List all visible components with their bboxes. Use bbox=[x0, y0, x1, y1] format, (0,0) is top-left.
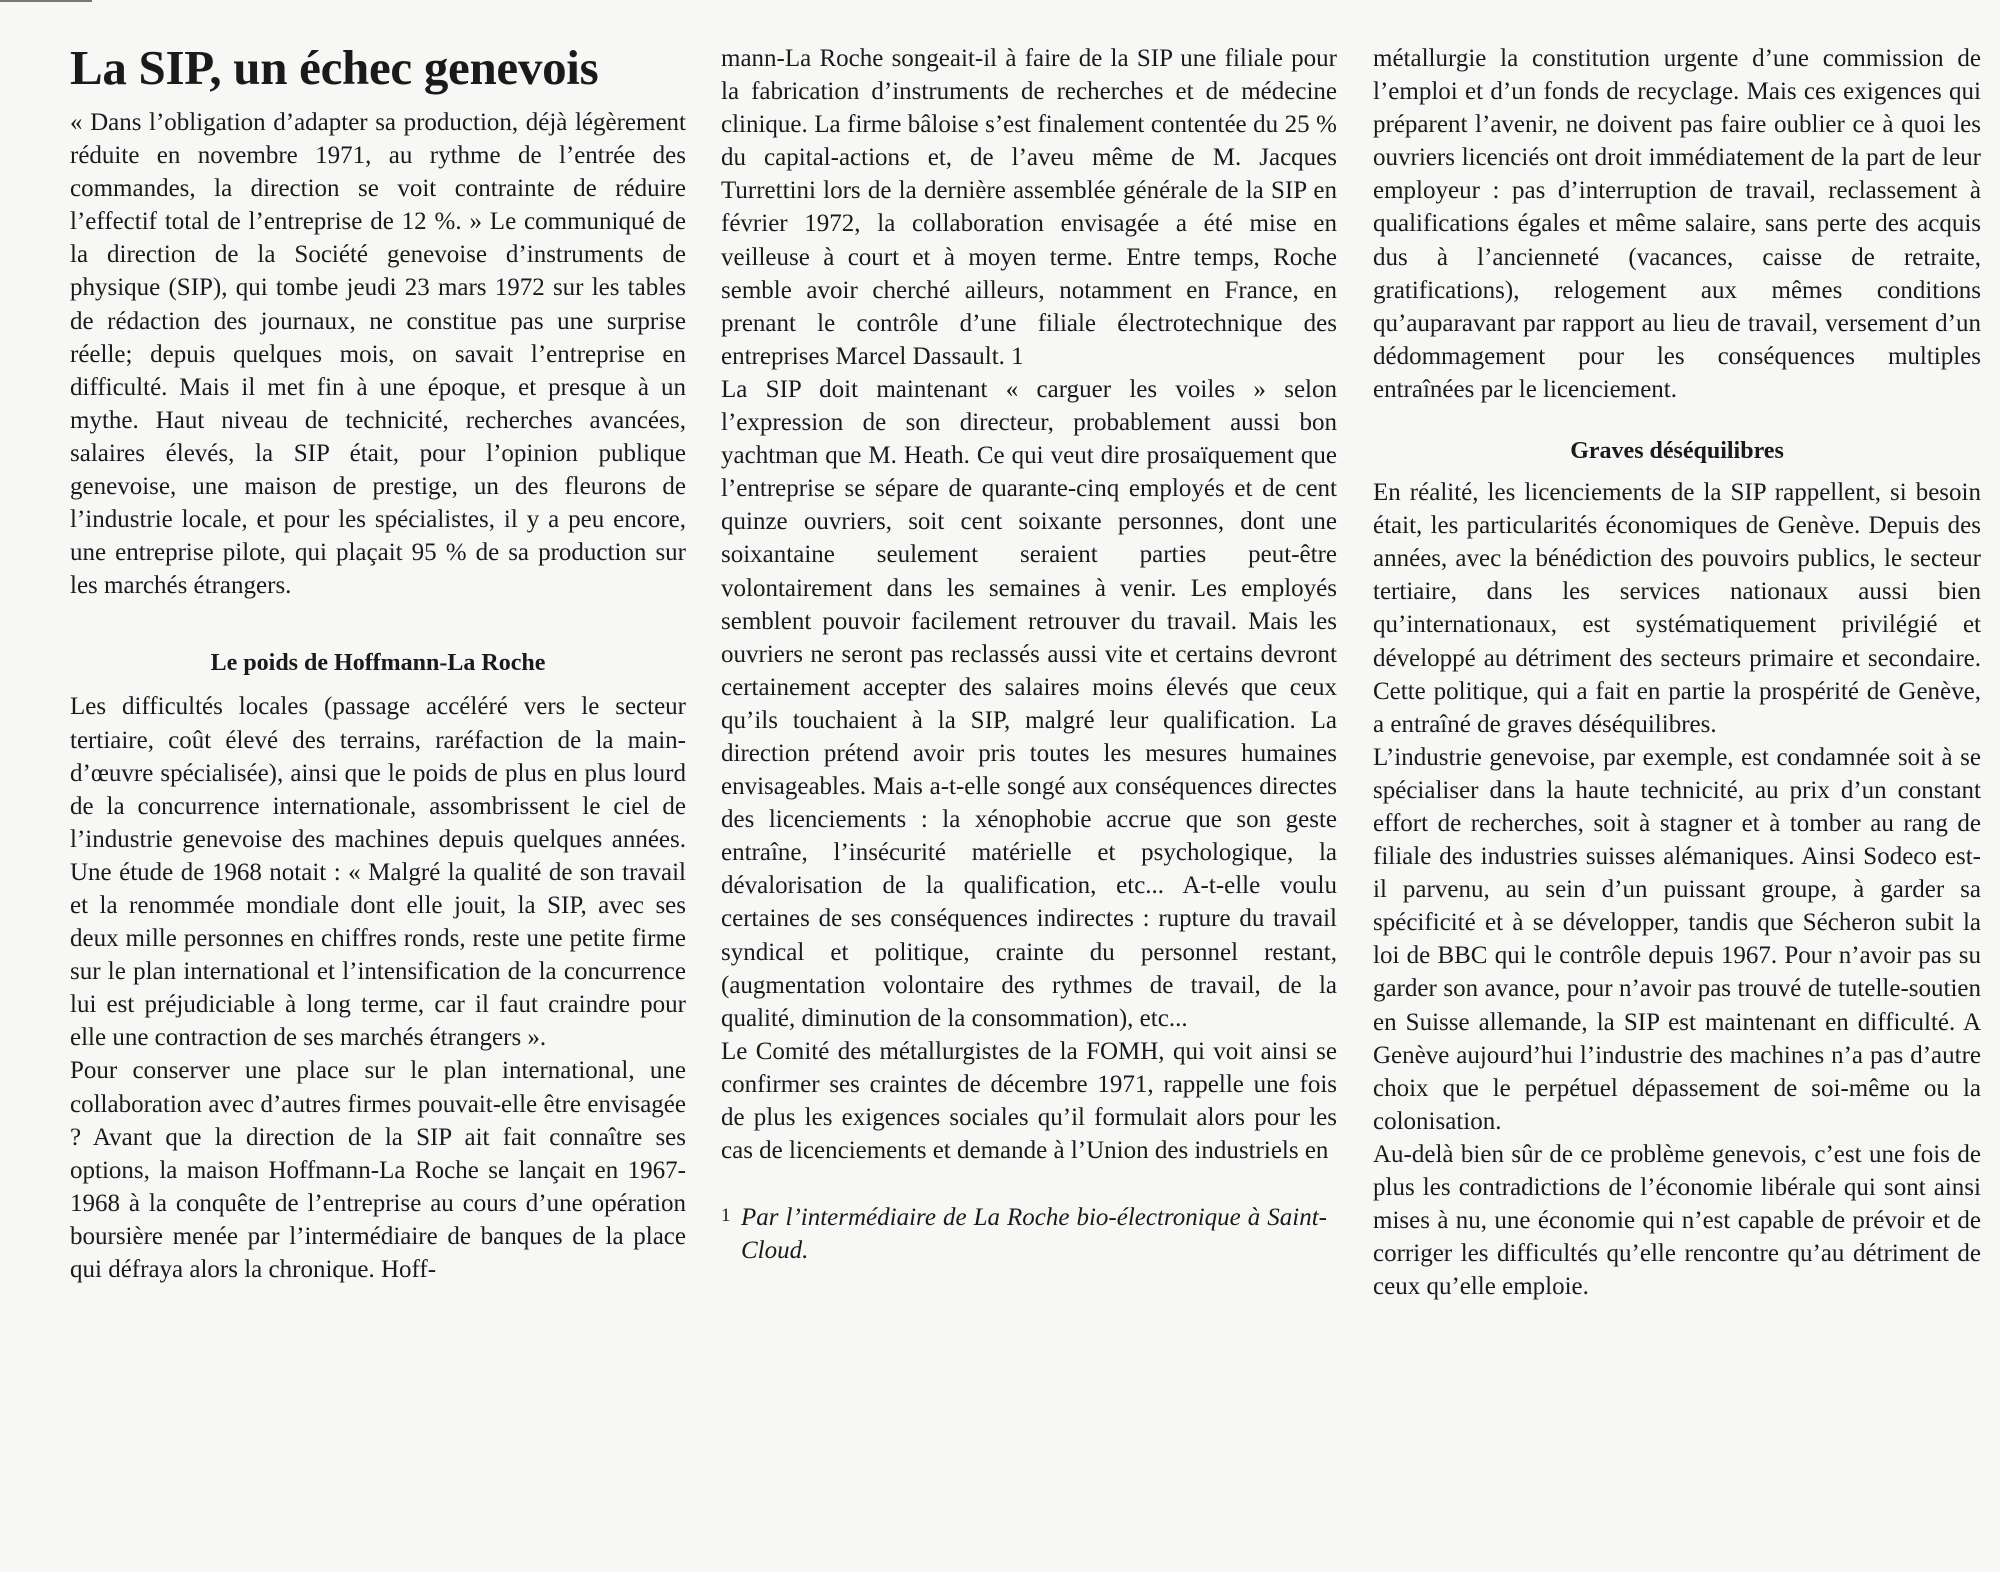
paragraph: métallurgie la constitution urgente d’une commission de l’emploi et d’un fonds de recyclage. Mais ces exigences qui préparent l’avenir, ne doivent pas faire oublier ce à quoi les ouvriers licenciés ont droit immédiatement de la part de leur employeur : pas d’interruption de travail, reclassement à qualifications égales et même salaire, sans perte des acquis dus à l’ancienneté (vacances, caisse de retraite, gratifications), relogement aux mêmes conditions qu’auparavant par rapport au lieu de travail, versement d’un dédommagement pour les conséquences multiples entraînées par le licenciement. bbox=[1373, 45, 1981, 403]
paragraph: Les difficultés locales (passage accéléré vers le secteur tertiaire, coût élevé des terrains, raréfaction de la main-d’œuvre spécialisée), ainsi que le poids de plus en plus lourd de la concurrence internationale, assombrissent le ciel de l’industrie genevoise des machines depuis quelques années. Une étude de 1968 notait : « Malgré la qualité de son travail et la renommée mondiale dont elle jouit, la SIP, avec ses deux mille personnes en chiffres ronds, reste une petite firme sur le plan international et l’intensification de la concurrence lui est préjudiciable à long terme, car il faut craindre pour elle une contraction de ses marchés étrangers ». bbox=[70, 693, 686, 1052]
section-heading: Le poids de Hoffmann-La Roche bbox=[210, 650, 546, 677]
footnote-text: Par l’intermédiaire de La Roche bio-électronique à Saint-Cloud. bbox=[741, 1204, 1327, 1265]
top-rule bbox=[0, 0, 92, 2]
column-1 bbox=[70, 36, 686, 1286]
footnote bbox=[721, 1201, 1337, 1267]
paragraph: Le Comité des métallurgistes de la FOMH, qui voit ainsi se confirmer ses craintes de décembre 1971, rappelle une fois de plus les exigences sociales qu’il formulait alors pour les cas de licenciements et demande à l’Union des industriels en bbox=[721, 1037, 1337, 1165]
column-3 bbox=[1373, 42, 1981, 1303]
paragraph: « Dans l’obligation d’adapter sa production, déjà légèrement réduite en novembre 1971, au rythme de l’entrée des commandes, la direction se voit contrainte de réduire l’effectif total de l’entreprise de 12 %. » Le communiqué de la direction de la Société genevoise d’instruments de physique (SIP), qui tombe jeudi 23 mars 1972 sur les tables de rédaction des journaux, ne constitue pas une surprise réelle; depuis quelques mois, on savait l’entreprise en difficulté. Mais il met fin à une époque, et presque à un mythe. Haut niveau de technicité, recherches avancées, salaires élevés, la SIP était, pour l’opinion publique genevoise, une maison de prestige, un des fleurons de l’industrie locale, et pour les spécialistes, il y a peu encore, une entreprise pilote, qui plaçait 95 % de sa production sur les marchés étrangers. bbox=[70, 109, 686, 600]
paragraph: L’industrie genevoise, par exemple, est condamnée soit à se spécialiser dans la haute technicité, au prix d’un constant effort de recherches, soit à stagner et à tomber au rang de filiale des industries suisses alémaniques. Ainsi Sodeco est-il parvenu, au sein d’un puissant groupe, à garder sa spécificité et à se développer, tandis que Sécheron subit la loi de BBC qui le contrôle depuis 1967. Pour n’avoir pas su garder son avance, pour n’avoir pas trouvé de tutelle-soutien en Suisse allemande, la SIP est maintenant en difficulté. A Genève aujourd’hui l’industrie des machines n’a pas d’autre choix que le perpétuel dépassement de soi-même ou la colonisation. bbox=[1373, 743, 1981, 1135]
paragraph: Pour conserver une place sur le plan international, une collaboration avec d’autres firmes pouvait-elle être envisagée ? Avant que la direction de la SIP ait fait connaître ses options, la maison Hoffmann-La Roche se lançait en 1967-1968 à la conquête de l’entreprise au cours d’une opération boursière menée par l’intermédiaire de banques de la place qui défraya alors la chronique. Hoff- bbox=[70, 1057, 686, 1283]
paragraph: mann-La Roche songeait-il à faire de la SIP une filiale pour la fabrication d’instruments de recherches et de médecine clinique. La firme bâloise s’est finalement contentée du 25 % du capital-actions et, de l’aveu même de M. Jacques Turrettini lors de la dernière assemblée générale de la SIP en février 1972, la collaboration envisagée a été mise en veilleuse à court et à moyen terme. Entre temps, Roche semble avoir cherché ailleurs, notamment en France, en prenant le contrôle d’une filiale électrotechnique des entreprises Marcel Dassault. 1 bbox=[721, 45, 1337, 370]
paragraph: Au-delà bien sûr de ce problème genevois, c’est une fois de plus les contradictions de l’économie libérale qui sont ainsi mises à nu, une économie qui n’est capable de prévoir et de corriger les difficultés qu’elle rencontre qu’au détriment de ceux qu’elle emploie. bbox=[1373, 1140, 1981, 1301]
section-heading: Graves déséquilibres bbox=[1570, 438, 1784, 465]
article-page bbox=[70, 36, 1984, 1536]
paragraph: La SIP doit maintenant « carguer les voiles » selon l’expression de son directeur, probablement aussi bon yachtman que M. Heath. Ce qui veut dire prosaïquement que l’entreprise se sépare de quarante-cinq employés et de cent quinze ouvriers, soit cent soixante personnes, dont une soixantaine seulement seraient parties peut-être volontairement dans les semaines à venir. Les employés semblent pouvoir facilement retrouver du travail. Mais les ouvriers ne seront pas reclassés aussi vite et certains devront certainement accepter des salaires moins élevés que ceux qu’ils touchaient à la SIP, malgré leur qualification. La direction prétend avoir pris toutes les mesures humaines envisageables. Mais a-t-elle songé aux conséquences directes des licenciements : la xénophobie accrue que son geste entraîne, l’insécurité matérielle et psychologique, la dévalorisation de la qualification, etc... A-t-elle voulu certaines de ses conséquences indirectes : rupture du travail syndical et politique, crainte du personnel restant, (augmentation volontaire des rythmes de travail, de la qualité, diminution de la consommation), etc... bbox=[721, 375, 1337, 1032]
paragraph: En réalité, les licenciements de la SIP rappellent, si besoin était, les particularités économiques de Genève. Depuis des années, avec la bénédiction des pouvoirs publics, le secteur tertiaire, dans les services nationaux aussi bien qu’internationaux, est systématiquement privilégié et développé au détriment des secteurs primaire et secondaire. Cette politique, qui a fait en partie la prospérité de Genève, a entraîné de graves déséquilibres. bbox=[1373, 479, 1981, 738]
article-title: La SIP, un échec genevois bbox=[70, 40, 599, 95]
footnote-marker: 1 bbox=[721, 1205, 731, 1227]
column-2 bbox=[721, 42, 1337, 1267]
